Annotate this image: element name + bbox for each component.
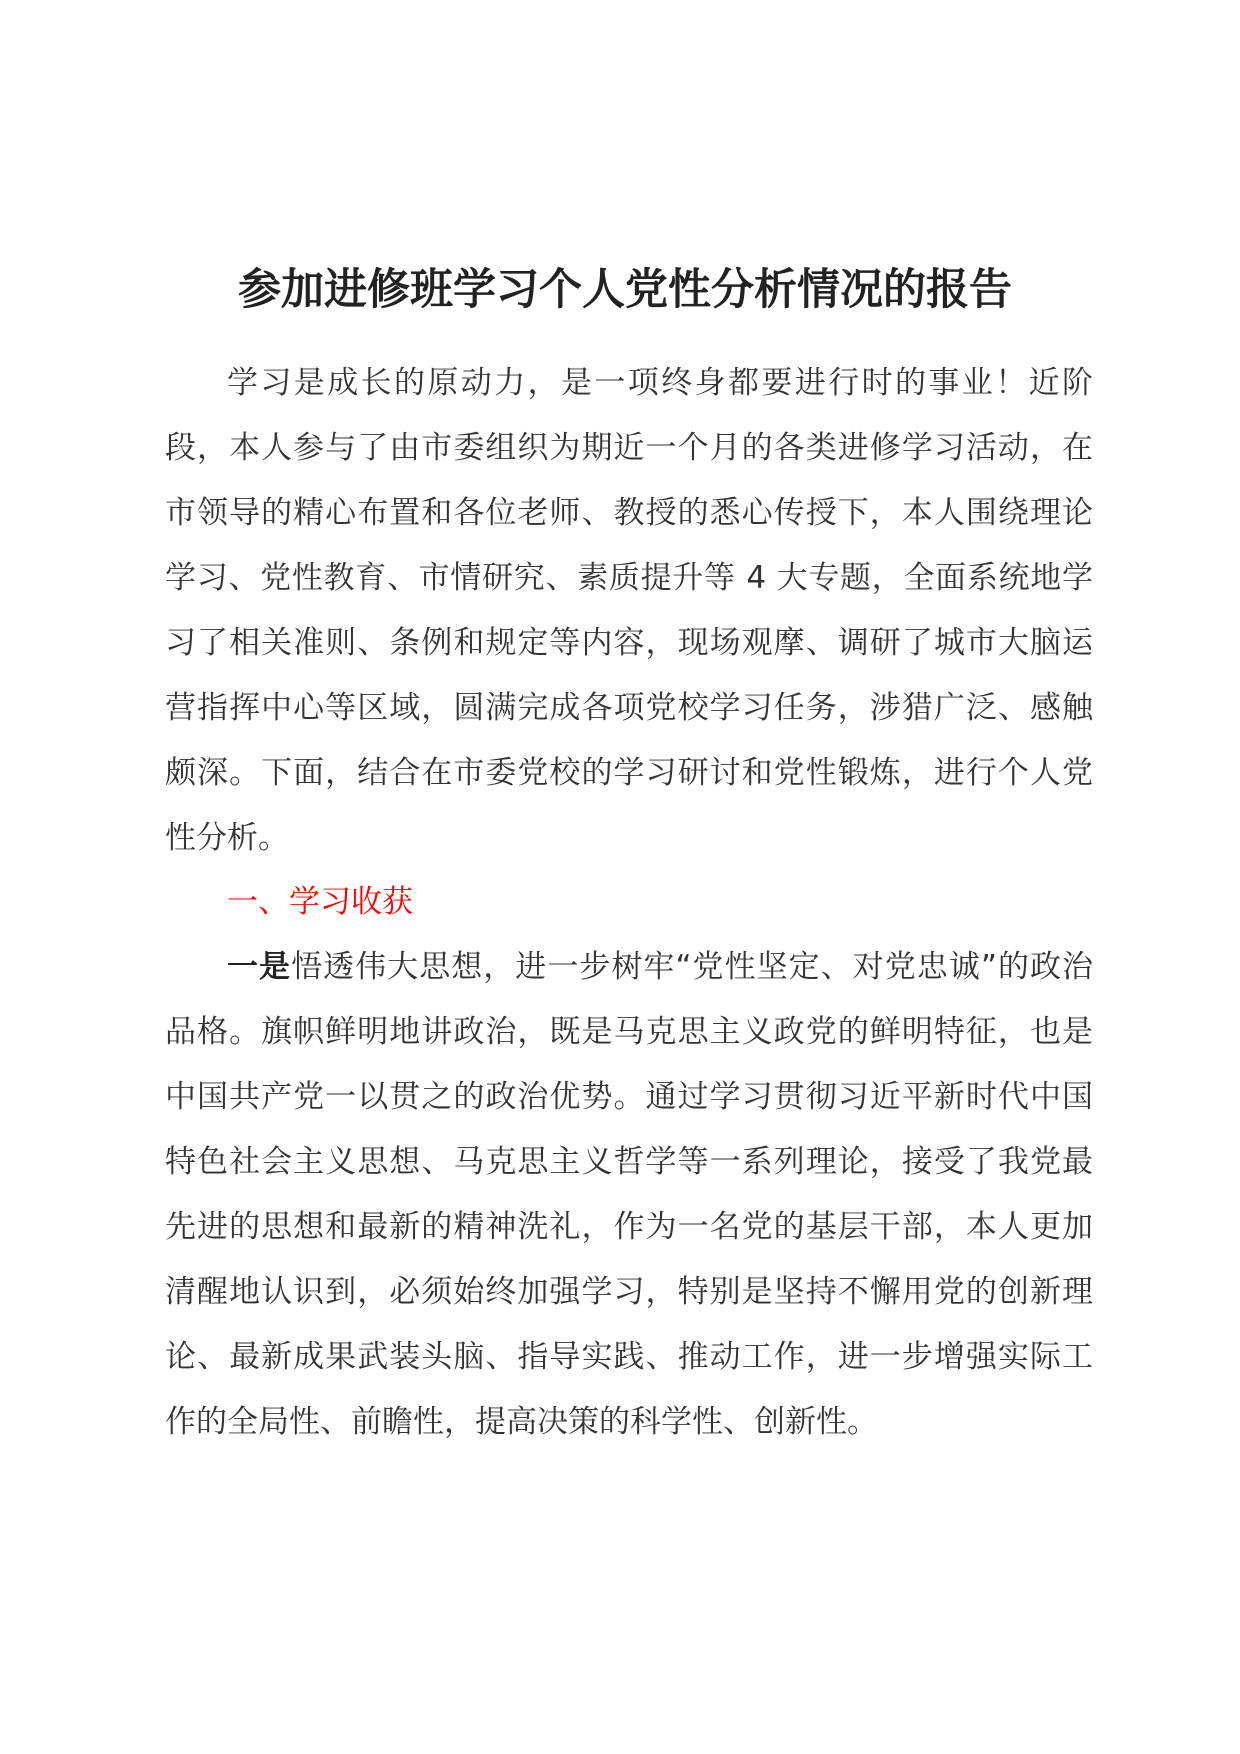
document-title: 参加进修班学习个人党性分析情况的报告 bbox=[238, 265, 1012, 315]
section-paragraph bbox=[165, 935, 1093, 1455]
intro-paragraph: 学习是成长的原动力，是一项终身都要进行时的事业！近阶段，本人参与了由市委组织为期近一个月的各类进修学习活动，在市领导的精心布置和各位老师、教授的悉心传授下，本人围绕理论学习、党性教育、市情研究、素质提升等 4 大专题，全面系统地学习了相关准则、条例和规定等内容，现场观摩、调研了城市大脑运营指挥中心等区域，圆满完成各项党校学习任务，涉猎广泛、感触颇深。下面，结合在市委党校的学习研讨和党性锻炼，进行个人党性分析。 bbox=[165, 365, 1093, 856]
section-heading: 一、学习收获 bbox=[227, 884, 413, 920]
paragraph-lead: 一是 bbox=[227, 949, 292, 985]
paragraph-body: 悟透伟大思想，进一步树牢“党性坚定、对党忠诚”的政治品格。旗帜鲜明地讲政治，既是马克思主义政党的鲜明特征，也是中国共产党一以贯之的政治优势。通过学习贯彻习近平新时代中国特色社会主义思想、马克思主义哲学等一系列理论，接受了我党最先进的思想和最新的精神洗礼，作为一名党的基层干部，本人更加清醒地认识到，必须始终加强学习，特别是坚持不懈用党的创新理论、最新成果武装头脑、指导实践、推动工作，进一步增强实际工作的全局性、前瞻性，提高决策的科学性、创新性。 bbox=[165, 949, 1094, 1440]
